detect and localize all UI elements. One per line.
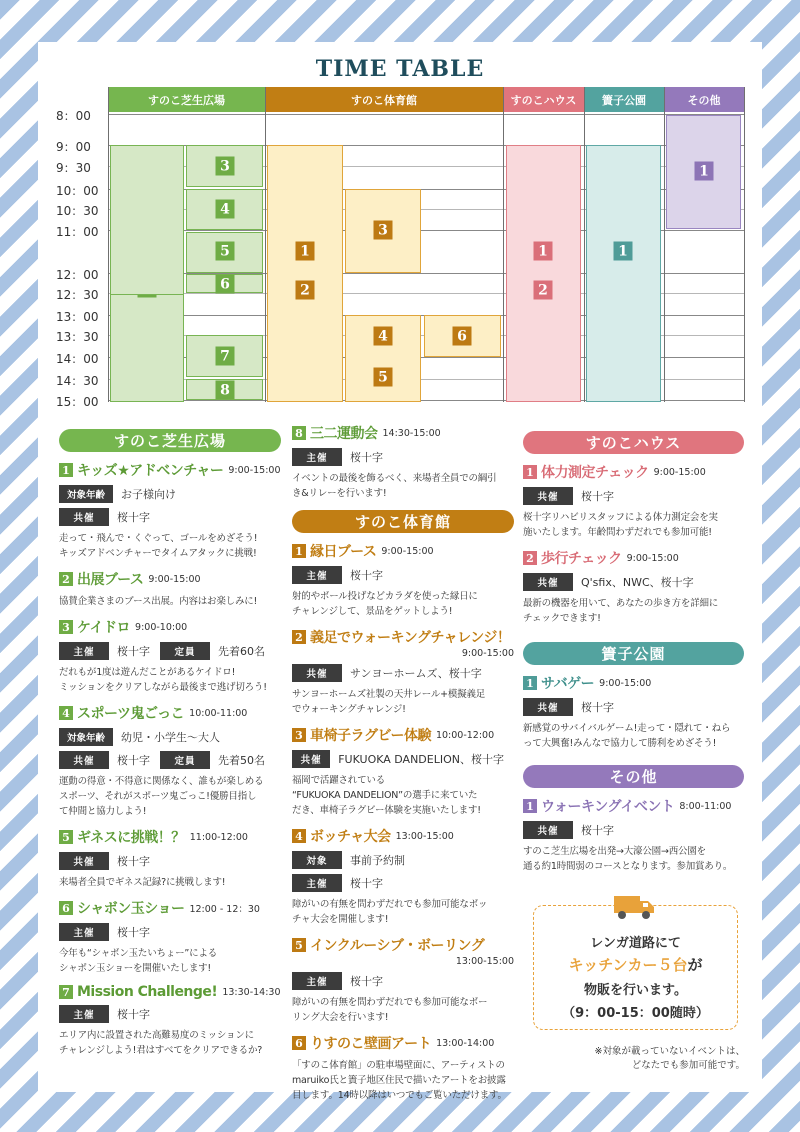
event-meta — [292, 750, 514, 768]
meta-tag: 共催 — [292, 750, 330, 768]
event-title — [292, 541, 514, 561]
event-item — [59, 703, 281, 819]
time-label: 12：00 — [56, 268, 99, 282]
event-title — [292, 1033, 514, 1053]
block-number: 1 — [296, 242, 315, 261]
time-label: 13：30 — [56, 330, 99, 344]
event-description — [59, 946, 281, 976]
meta-value: 桜十字 — [350, 569, 383, 582]
event-meta — [59, 728, 281, 746]
kitchen-highlight: キッチンカー５台 — [568, 956, 688, 974]
event-name: ボッチャ大会 — [310, 829, 391, 845]
meta-value: Q'sfix、NWC、桜十字 — [581, 576, 694, 589]
block-number: 6 — [453, 327, 472, 346]
block-number: 8 — [216, 381, 235, 400]
meta-value: 桜十字 — [117, 1008, 150, 1021]
event-description — [59, 531, 281, 561]
section-title: すのこハウス — [523, 431, 744, 454]
event-description — [523, 596, 744, 626]
meta-tag: 定員 — [160, 642, 210, 660]
event-meta — [292, 972, 514, 990]
venue-header-other: その他 — [664, 87, 744, 112]
kitchen-car-box — [533, 905, 738, 1030]
event-number: 3 — [292, 728, 306, 742]
footnote-line: ※対象が載っていないイベントは、 — [594, 1046, 745, 1057]
event-meta — [59, 923, 281, 941]
meta-value: 幼児・小学生～大人 — [121, 731, 220, 744]
block-number: 5 — [374, 368, 393, 387]
event-time: 11:00-12:00 — [189, 831, 248, 843]
event-name: Mission Challenge! — [77, 984, 218, 1000]
description-line: maruiko氏と簀子地区住民で描いたアートをお披露 — [292, 1075, 506, 1086]
meta-value: 桜十字 — [581, 490, 614, 503]
event-item — [59, 984, 281, 1058]
venue-header-park: 簀子公園 — [584, 87, 664, 112]
meta-value: お子様向け — [121, 488, 176, 501]
event-number: 2 — [523, 551, 537, 565]
kitchen-line2 — [534, 954, 737, 975]
event-list — [292, 423, 514, 501]
description-line: 運動の得意・不得意に関係なく、誰もが楽しめる — [59, 776, 264, 787]
event-meta — [292, 566, 514, 584]
meta-tag: 主催 — [292, 566, 342, 584]
event-meta — [292, 851, 514, 869]
event-name: 車椅子ラグビー体験 — [310, 728, 431, 744]
event-name: 三二運動会 — [310, 426, 378, 442]
event-description — [523, 721, 744, 751]
event-description — [292, 995, 514, 1025]
event-item — [523, 673, 744, 751]
event-title — [59, 569, 281, 589]
meta-tag: 主催 — [292, 972, 342, 990]
event-meta — [59, 508, 281, 526]
event-description — [292, 687, 514, 717]
description-line: シャボン玉ショーを開催いたします! — [59, 963, 212, 974]
block-shibafu-2 — [110, 145, 184, 295]
section-title: すのこ芝生広場 — [59, 429, 281, 452]
event-meta — [523, 821, 744, 839]
event-name: ギネスに挑戦！？ — [77, 830, 185, 846]
venue-header-house: すのこハウス — [503, 87, 584, 112]
time-label: 11：00 — [56, 225, 99, 239]
meta-value: 事前予約制 — [350, 854, 405, 867]
description-line: て仲間と協力しよう! — [59, 806, 147, 817]
kitchen-line2-rest: が — [687, 956, 703, 974]
event-description — [523, 510, 744, 540]
meta-value: 桜十字 — [581, 701, 614, 714]
event-list — [59, 460, 281, 1058]
meta-value: 桜十字 — [117, 645, 150, 658]
block-number: 7 — [216, 347, 235, 366]
grid-line — [108, 114, 744, 115]
footnote-line: どなたでも参加可能です。 — [631, 1060, 745, 1071]
section-right — [523, 431, 744, 874]
event-time: 13:00-15:00 — [455, 956, 514, 967]
event-name: 歩行チェック — [541, 551, 622, 567]
description-line: って大興奮!みんなで協力して勝利をめざそう! — [523, 738, 717, 749]
meta-tag: 対象年齢 — [59, 485, 113, 503]
event-name: 義足でウォーキングチャレンジ！ — [310, 630, 511, 646]
description-line: だれもが1度は遊んだことがあるケイドロ! — [59, 667, 236, 678]
event-description — [59, 1028, 281, 1058]
event-number: 6 — [292, 1036, 306, 1050]
meta-value: 桜十字 — [117, 855, 150, 868]
meta-tag: 共催 — [523, 573, 573, 591]
event-title — [523, 796, 744, 816]
event-item — [292, 725, 514, 818]
event-description — [292, 773, 514, 818]
meta-tag: 共催 — [523, 821, 573, 839]
event-list — [523, 462, 744, 626]
meta-value: 桜十字 — [581, 824, 614, 837]
meta-tag: 共催 — [59, 751, 109, 769]
venue-header-taiikukan: すのこ体育館 — [265, 87, 503, 112]
event-number: 4 — [59, 706, 73, 720]
kitchen-line4: （9：00-15：00随時） — [562, 1006, 709, 1021]
event-name: ケイドロ — [77, 620, 131, 636]
event-time: 9:00-15:00 — [599, 677, 652, 689]
description-line: 目します。14時以降はいつでもご覧いただけます。 — [292, 1090, 507, 1101]
event-name: ウォーキングイベント — [541, 799, 675, 815]
description-line: 来場者全員でギネス記録?に挑戦します! — [59, 877, 226, 888]
event-time: 10:00-11:00 — [189, 707, 248, 719]
meta-tag: 対象 — [292, 851, 342, 869]
page-title: TIME TABLE — [315, 56, 485, 82]
event-name: サバゲー — [541, 676, 595, 692]
event-list — [523, 673, 744, 751]
event-number: 3 — [59, 620, 73, 634]
event-name: インクルーシブ・ボーリング — [310, 938, 485, 954]
event-meta — [59, 852, 281, 870]
description-line: チャ大会を開催します! — [292, 914, 389, 925]
event-time: 9:00-15:00 — [228, 464, 281, 476]
section-taiikukan — [292, 423, 514, 1103]
description-line: エリア内に設置された高難易度のミッションに — [59, 1030, 254, 1041]
description-line: 最新の機器を用いて、あなたの歩き方を詳細に — [523, 598, 719, 609]
event-number: 5 — [59, 830, 73, 844]
event-title — [292, 935, 514, 955]
event-item — [523, 548, 744, 626]
description-line: 施いたします。年齢問わずだれでも参加可能! — [523, 527, 712, 538]
time-label: 13：00 — [56, 310, 99, 324]
description-line: 障がいの有無を問わずだれでも参加可能なボッ — [292, 899, 488, 910]
meta-tag: 共催 — [523, 487, 573, 505]
grid-line — [744, 87, 745, 402]
event-time: 9:00-15:00 — [626, 552, 679, 564]
event-title — [59, 827, 281, 847]
description-line: 障がいの有無を問わずだれでも参加可能なボー — [292, 997, 488, 1008]
event-number: 6 — [59, 901, 73, 915]
time-label: 10：00 — [56, 184, 99, 198]
meta-tag: 主催 — [292, 448, 342, 466]
event-number: 7 — [59, 985, 73, 999]
block-number: 1 — [614, 242, 633, 261]
event-description — [523, 844, 744, 874]
block-number: 5 — [216, 242, 235, 261]
description-line: 走って・飛んで・くぐって、ゴールをめざそう! — [59, 533, 258, 544]
block-house-1 — [506, 145, 581, 402]
meta-tag: 主催 — [59, 642, 109, 660]
event-description — [292, 897, 514, 927]
description-line: 「すのこ体育館」の駐車場壁面に、アーティストの — [292, 1060, 505, 1071]
meta-tag: 共催 — [59, 508, 109, 526]
description-line: 桜十字リハビリスタッフによる体力測定会を実 — [523, 512, 718, 523]
time-label: 8：00 — [56, 109, 91, 123]
event-title — [59, 984, 281, 1000]
description-line: 通る約1時間弱のコースとなります。参加賞あり。 — [523, 861, 733, 872]
meta-tag: 共催 — [59, 852, 109, 870]
event-number: 5 — [292, 938, 306, 952]
event-meta — [523, 487, 744, 505]
description-line: イベントの最後を飾るべく、来場者全員での綱引 — [292, 473, 497, 484]
grid-line — [265, 87, 266, 402]
description-line: すのこ芝生広場を出発→大濠公園→西公園を — [523, 846, 706, 857]
event-number: 1 — [292, 544, 306, 558]
event-name: スポーツ鬼ごっこ — [77, 706, 185, 722]
description-line: キッズアドベンチャーでタイムアタックに挑戦! — [59, 548, 257, 559]
event-number: 1 — [59, 463, 73, 477]
event-title — [292, 725, 514, 745]
meta-value: 桜十字 — [350, 451, 383, 464]
event-item — [292, 935, 514, 1025]
event-description — [59, 665, 281, 695]
event-title — [523, 673, 744, 693]
description-line: リング大会を行います! — [292, 1012, 389, 1023]
grid-line — [664, 87, 665, 402]
event-title — [59, 898, 281, 918]
event-number: 2 — [292, 630, 306, 644]
description-line: ミッションをクリアしながら最後まで逃げ切ろう! — [59, 682, 267, 693]
meta-value: 先着50名 — [218, 754, 265, 767]
event-time: 13:30-14:30 — [222, 986, 281, 998]
event-item — [523, 796, 744, 874]
event-item — [292, 423, 514, 501]
block-number: 3 — [216, 157, 235, 176]
block-number: 1 — [695, 162, 714, 181]
grid-line — [503, 87, 504, 402]
kitchen-line3: 物販を行います。 — [584, 983, 687, 998]
time-label: 15：00 — [56, 395, 99, 409]
section-shibafu — [59, 429, 281, 1058]
block-number: 3 — [374, 221, 393, 240]
event-item — [292, 541, 514, 619]
event-title — [292, 423, 514, 443]
footnote — [545, 1045, 745, 1073]
event-number: 1 — [523, 676, 537, 690]
event-title — [292, 627, 514, 647]
time-label: 14：00 — [56, 352, 99, 366]
event-item — [59, 827, 281, 890]
section-title: すのこ体育館 — [292, 510, 514, 533]
block-park-1 — [586, 145, 661, 402]
event-time: 9:00-15:00 — [148, 573, 201, 585]
event-title — [59, 617, 281, 637]
description-line: 協賛企業さまのブース出展。内容はお楽しみに! — [59, 596, 258, 607]
event-name: キッズ★アドベンチャー — [77, 463, 224, 479]
block-number: 4 — [374, 327, 393, 346]
truck-icon — [612, 892, 656, 920]
event-time: 9:00-15:00 — [381, 545, 434, 557]
event-number: 1 — [523, 799, 537, 813]
description-line: 新感覚のサバイバルゲーム!走って・隠れて・ねら — [523, 723, 731, 734]
event-name: りすのこ壁画アート — [310, 1036, 432, 1052]
time-label: 10：30 — [56, 204, 99, 218]
time-label: 9：00 — [56, 140, 91, 154]
meta-value: 桜十字 — [350, 975, 383, 988]
meta-tag: 定員 — [160, 751, 210, 769]
description-line: チャレンジして、景品をゲットしよう! — [292, 606, 453, 617]
event-item — [523, 462, 744, 540]
event-meta — [59, 751, 281, 769]
event-item — [59, 898, 281, 976]
event-time: 12:00 - 12：30 — [189, 904, 260, 915]
description-line: 射的やボール投げなどカラダを使った縁日に — [292, 591, 478, 602]
meta-tag: 共催 — [292, 664, 342, 682]
timetable — [38, 42, 762, 412]
meta-tag: 主催 — [292, 874, 342, 892]
event-meta — [523, 573, 744, 591]
block-taiikukan-1 — [267, 145, 343, 402]
meta-value: 桜十字 — [117, 754, 150, 767]
event-meta — [59, 1005, 281, 1023]
event-item — [59, 460, 281, 561]
section-title: その他 — [523, 765, 744, 788]
description-line: “FUKUOKA DANDELION”の選手に来ていた — [292, 790, 478, 801]
venue-header-shibafu: すのこ芝生広場 — [108, 87, 265, 112]
event-meta — [292, 664, 514, 682]
event-name: シャボン玉ショー — [77, 901, 185, 917]
event-time: 13:00-15:00 — [395, 830, 454, 842]
event-title — [292, 826, 514, 846]
description-line: き&リレーを行います! — [292, 488, 387, 499]
description-line: 福岡で活躍されている — [292, 775, 386, 786]
sheet — [38, 42, 762, 1101]
event-description — [292, 1058, 514, 1103]
event-time: 9:00-15:00 — [461, 648, 514, 659]
description-line: チェックできます! — [523, 613, 601, 624]
event-name: 出展ブース — [77, 572, 144, 588]
event-list — [292, 541, 514, 1103]
meta-value: 桜十字 — [117, 511, 150, 524]
event-item — [59, 569, 281, 609]
meta-tag: 共催 — [523, 698, 573, 716]
kitchen-line1: レンガ道路にて — [590, 936, 681, 951]
meta-tag: 主催 — [59, 923, 109, 941]
description-line: だき、車椅子ラグビー体験を実施いたします! — [292, 805, 481, 816]
event-meta — [59, 485, 281, 503]
event-item — [292, 627, 514, 717]
time-label: 12：30 — [56, 288, 99, 302]
event-item — [59, 617, 281, 695]
event-number: 2 — [59, 572, 73, 586]
event-time: 14:30-15:00 — [382, 427, 441, 439]
event-item — [292, 1033, 514, 1103]
meta-tag: 対象年齢 — [59, 728, 113, 746]
meta-value: サンヨーホームズ、桜十字 — [350, 667, 482, 680]
event-number: 4 — [292, 829, 306, 843]
section-title: 簀子公園 — [523, 642, 744, 665]
event-title — [523, 548, 744, 568]
block-number: 4 — [216, 200, 235, 219]
event-meta — [523, 698, 744, 716]
meta-value: 桜十字 — [350, 877, 383, 890]
description-line: チャレンジしよう!君はすべてをクリアできるか? — [59, 1045, 263, 1056]
event-description — [59, 774, 281, 819]
event-meta — [59, 642, 281, 660]
event-time: 10:00-12:00 — [435, 729, 495, 741]
event-title — [59, 703, 281, 723]
meta-value: 桜十字 — [117, 926, 150, 939]
meta-value: 先着60名 — [218, 645, 265, 658]
event-time: 9:00-10:00 — [135, 621, 188, 633]
block-number: 2 — [534, 281, 553, 300]
description-line: スポーツ、それがスポーツ鬼ごっこ!優勝目指し — [59, 791, 257, 802]
event-description — [292, 589, 514, 619]
time-label: 9：30 — [56, 161, 91, 175]
time-label: 14：30 — [56, 374, 99, 388]
event-list — [523, 796, 744, 874]
event-name: 縁日ブース — [310, 544, 377, 560]
event-description — [59, 875, 281, 890]
block-number: 1 — [534, 242, 553, 261]
event-title — [523, 462, 744, 482]
event-time: 13:00-14:00 — [436, 1037, 495, 1049]
event-time: 9:00-15:00 — [653, 466, 706, 478]
block-number: 6 — [216, 275, 235, 294]
block-number: 2 — [296, 281, 315, 300]
event-description — [292, 471, 514, 501]
description-line: サンヨーホームズ社製の天井レール+模擬義足 — [292, 689, 486, 700]
event-time: 8:00-11:00 — [679, 800, 732, 812]
grid-line — [108, 87, 109, 402]
event-title — [59, 460, 281, 480]
description-line: 今年も“シャボン玉たいちょー”による — [59, 948, 218, 959]
event-number: 8 — [292, 426, 306, 440]
event-meta — [292, 874, 514, 892]
event-description — [59, 594, 281, 609]
grid-line — [584, 87, 585, 402]
meta-tag: 主催 — [59, 1005, 109, 1023]
description-line: でウォーキングチャレンジ! — [292, 704, 406, 715]
meta-value: FUKUOKA DANDELION、桜十字 — [338, 753, 504, 766]
event-meta — [292, 448, 514, 466]
event-item — [292, 826, 514, 927]
event-number: 1 — [523, 465, 537, 479]
event-name: 体力測定チェック — [541, 465, 649, 481]
